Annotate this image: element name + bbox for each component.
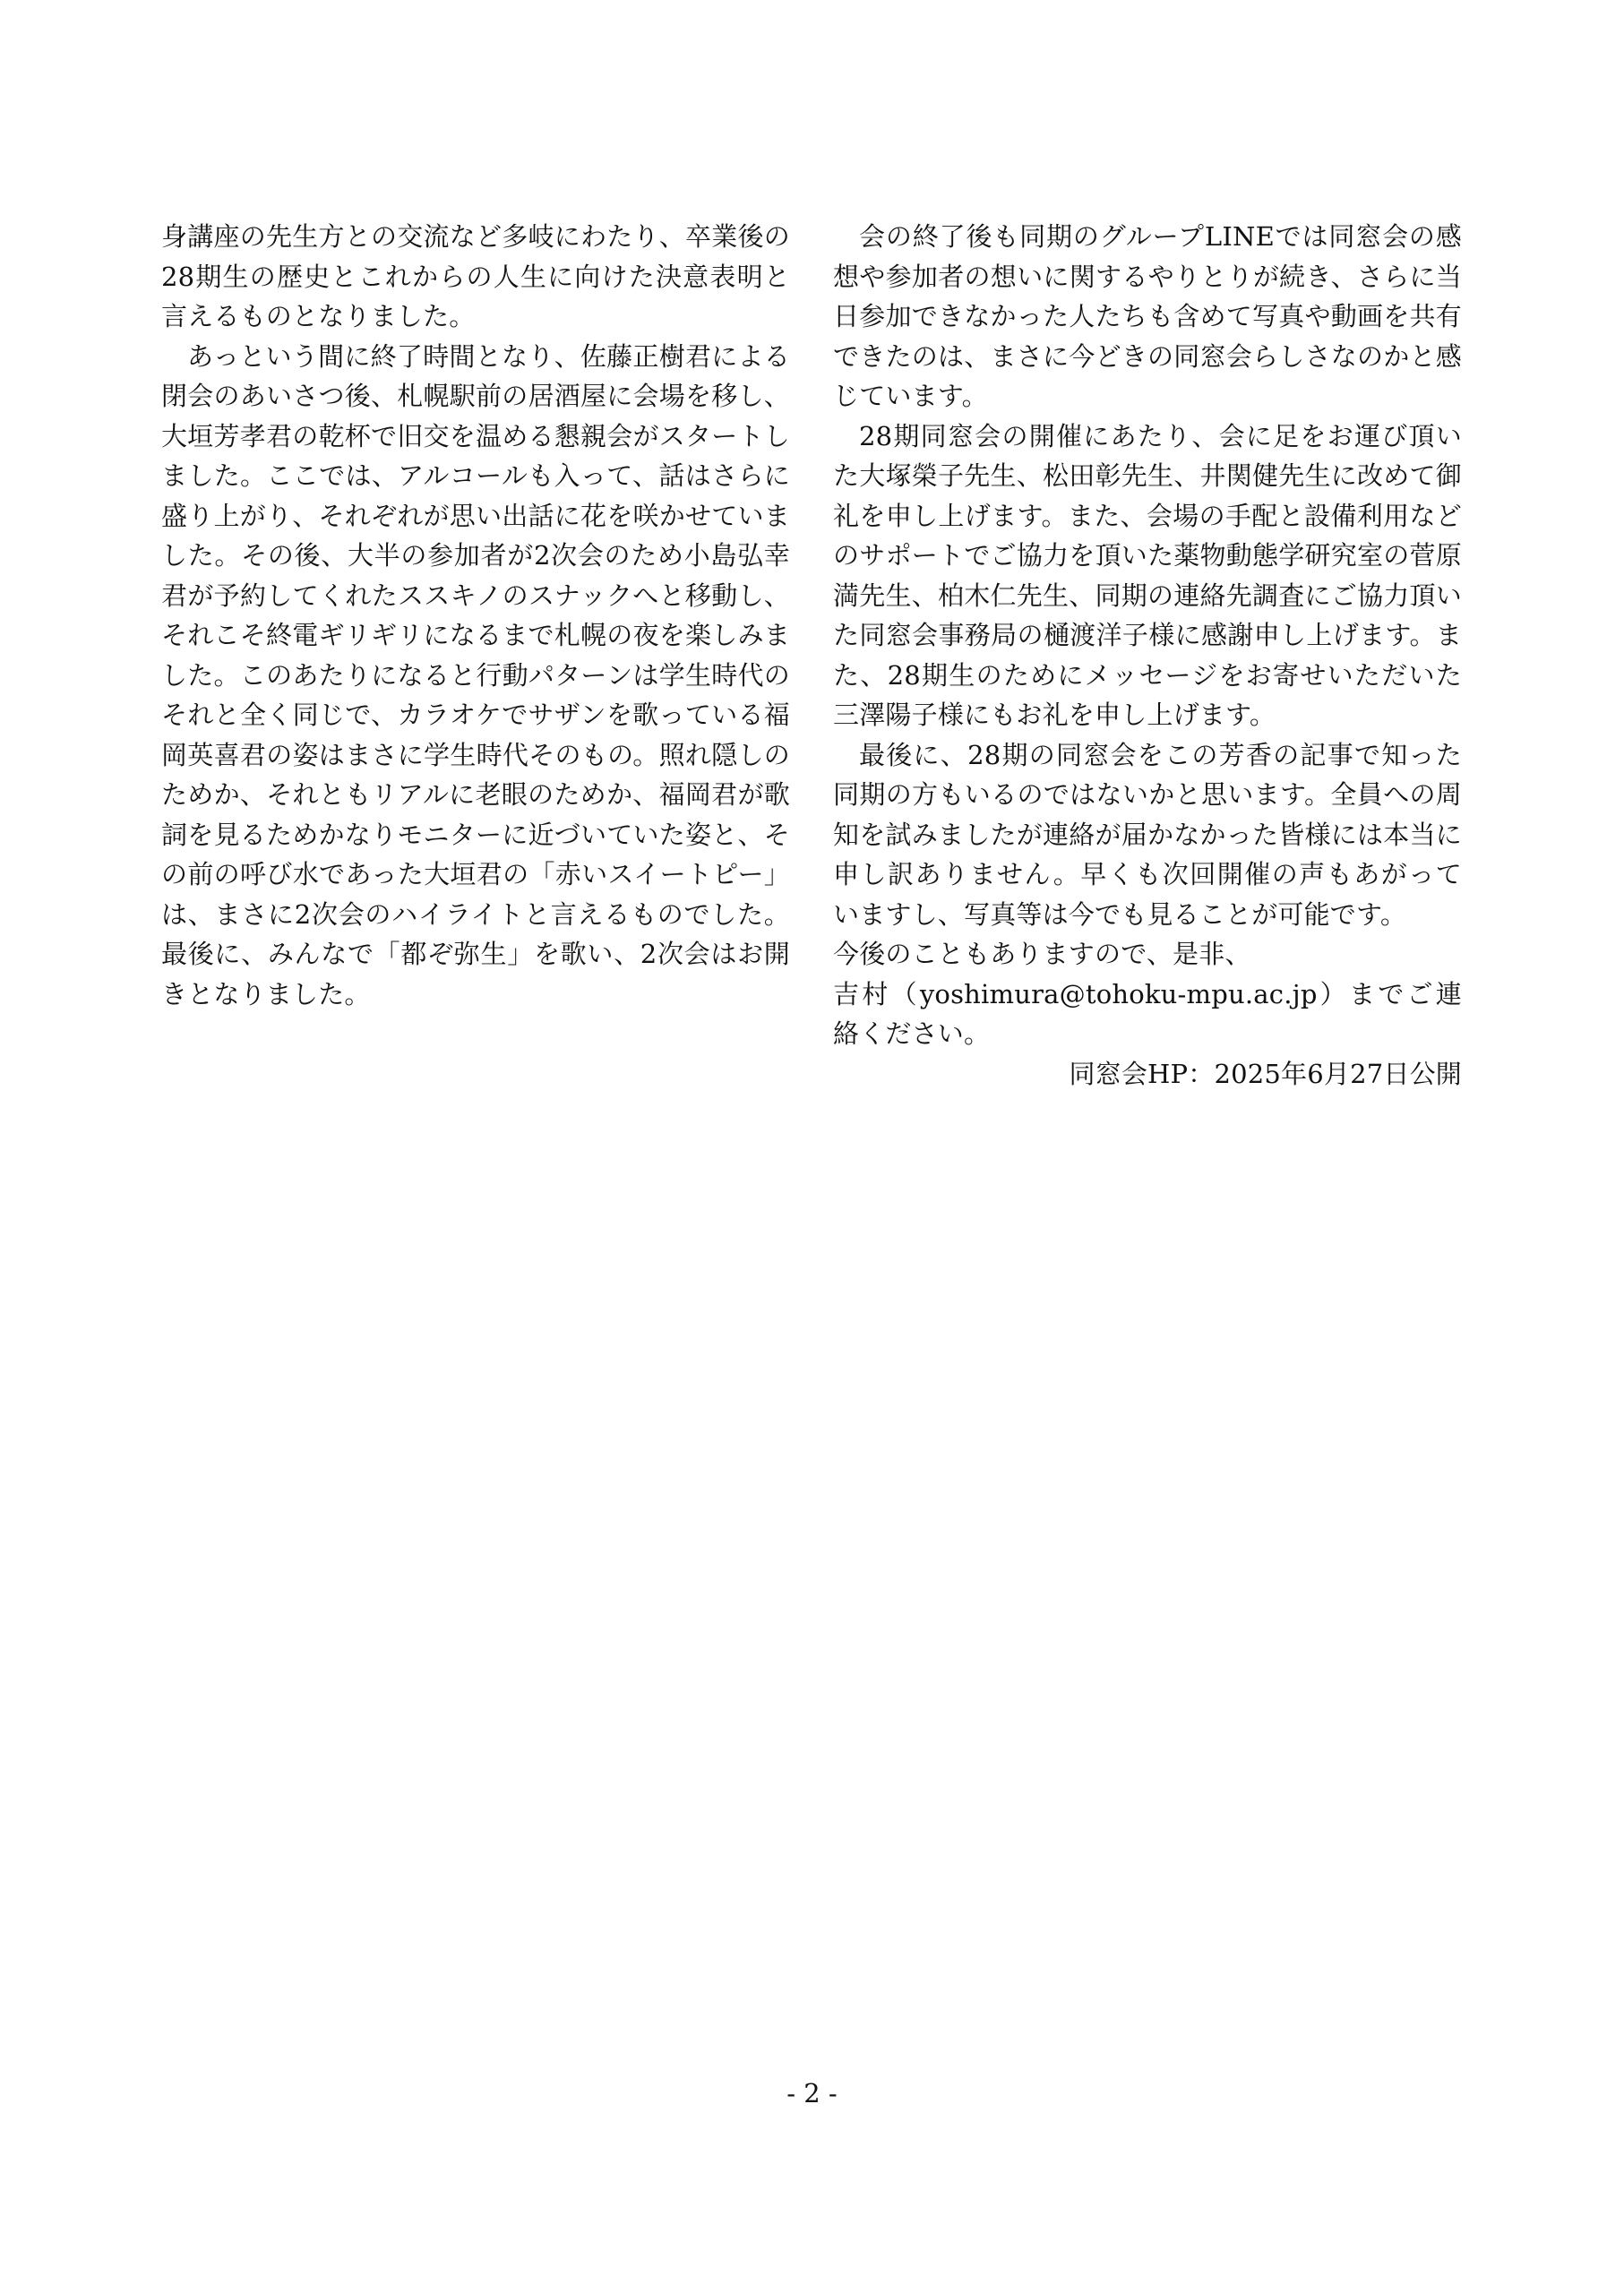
left-paragraph-1: 身講座の先生方との交流など多岐にわたり、卒業後の28期生の歴史とこれからの人生に向けた決意表明と言えるものとなりました。 (161, 221, 790, 331)
left-column (161, 217, 790, 1014)
right-column (833, 217, 1462, 1094)
contact-line-1: 今後のこともありますので、是非、 (833, 939, 1251, 969)
contact-line-2: 吉村（yoshimura@tohoku-mpu.ac.jp）までご連絡ください。 (833, 978, 1462, 1049)
right-paragraph-3: 最後に、28期の同窓会をこの芳香の記事で知った同期の方もいるのではないかと思います。全員への周知を試みましたが連絡が届かなかった皆様には本当に申し訳ありません。早くも次回開催の声もあがっていますし、写真等は今でも見ることが可能です。 (833, 739, 1462, 930)
publication-signature: 同窓会HP：2025年6月27日公開 (1069, 1058, 1462, 1089)
page-number: - 2 - (786, 2078, 838, 2108)
right-paragraph-1: 会の終了後も同期のグループLINEでは同窓会の感想や参加者の想いに関するやりとりが続き、さらに当日参加できなかった人たちも含めて写真や動画を共有できたのは、まさに今どきの同窓会らしさなのかと感じています。 (833, 221, 1462, 411)
right-paragraph-2: 28期同窓会の開催にあたり、会に足をお運び頂いた大塚榮子先生、松田彰先生、井関健先生に改めて御礼を申し上げます。また、会場の手配と設備利用などのサポートでご協力を頂いた薬物動態学研究室の菅原満先生、柏木仁先生、同期の連絡先調査にご協力頂いた同窓会事務局の樋渡洋子様に感謝申し上げます。また、28期生のためにメッセージをお寄せいただいた三澤陽子様にもお礼を申し上げます。 (833, 420, 1462, 730)
left-paragraph-2: あっという間に終了時間となり、佐藤正樹君による閉会のあいさつ後、札幌駅前の居酒屋に会場を移し、大垣芳孝君の乾杯で旧交を温める懇親会がスタートしました。ここでは、アルコールも入って、話はさらに盛り上がり、それぞれが思い出話に花を咲かせていました。その後、大半の参加者が2次会のため小島弘幸君が予約してくれたススキノのスナックへと移動し、それこそ終電ギリギリになるまで札幌の夜を楽しみました。このあたりになると行動パターンは学生時代のそれと全く同じで、カラオケでサザンを歌っている福岡英喜君の姿はまさに学生時代そのもの。照れ隠しのためか、それともリアルに老眼のためか、福岡君が歌詞を見るためかなりモニターに近づいていた姿と、その前の呼び水であった大垣君の「赤いスイートピー」は、まさに2次会のハイライトと言えるものでした。最後に、みんなで「都ぞ弥生」を歌い、2次会はお開きとなりました。 (161, 340, 790, 1009)
